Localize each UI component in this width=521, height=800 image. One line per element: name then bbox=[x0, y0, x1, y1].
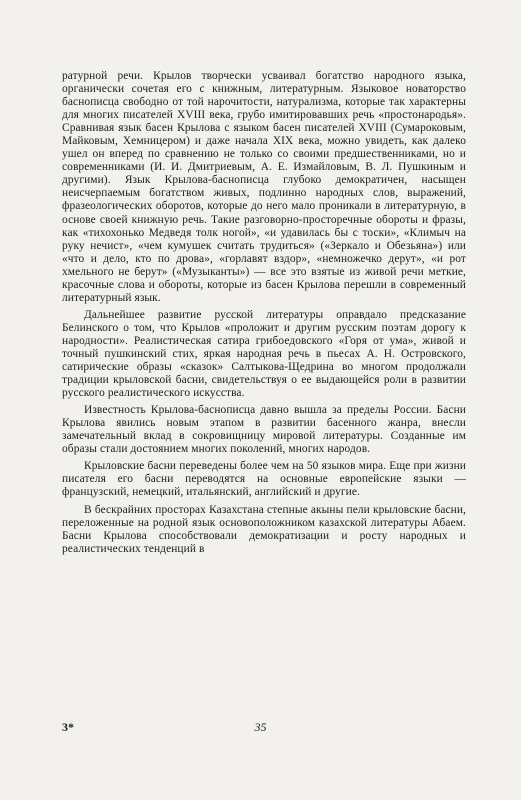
paragraph-2: Дальнейшее развитие русской литературы оправдало предсказание Белинского о том, что Крылов «проложит и другим русским поэтам дорогу к народности». Реалистическая сатира грибоедовского «Горя от ума», живой и точный пушкинский стих, яркая народная речь в пьесах А. Н. Островского, сатирические образы «сказок» Салтыкова-Щедрина во многом продолжали традиции крыловской басни, свидетельствуя о ее выдающейся роли в развитии русского реалистического искусства. bbox=[62, 308, 466, 400]
body-text bbox=[62, 70, 466, 556]
paragraph-5: В бескрайних просторах Казахстана степные акыны пели крыловские басни, переложенные на родной язык основоположником казахской литературы Абаем. Басни Крылова способствовали демократизации и росту народных и реалистических тенденций в bbox=[62, 503, 466, 555]
paragraph-4: Крыловские басни переведены более чем на 50 языков мира. Еще при жизни писателя его басни переводятся на основные европейские языки — французский, немецкий, итальянский, английский и другие. bbox=[62, 460, 466, 499]
paragraph-1: ратурной речи. Крылов творчески усваивал богатство народного языка, органически сочетая его с книжным, литературным. Языковое новаторство баснописца свободно от той нарочитости, натурализма, которые так характерны для многих писателей XVIII века, грубо имитировавших речь «простонародья». Сравнивая язык басен Крылова с языком басен писателей XVIII (Сумароковым, Майковым, Хемницером) и даже начала XIX века, можно увидеть, как далеко ушел он вперед по сравнению не только со своими предшественниками, но и современниками (И. И. Дмитриевым, А. Е. Измайловым, В. Л. Пушкиным и другими). Язык Крылова-баснописца глубоко демократичен, насыщен неисчерпаемым богатством живых, подлинно народных слов, выражений, фразеологических оборотов, которые до него мало проникали в литературную, в основе своей книжную речь. Такие разговорно-просторечные обороты и фразы, как «тихохонько Медведя толк ногой», «и удавилась бы с тоски», «Климыч на руку нечист», «чем кумушек считать трудиться» («Зеркало и Обезьяна») или «что и дело, кто по дрова», «горлавят вздор», «немножечко дерут», «и рот хмельного не берут» («Музыканты») — все это взятые из живой речи меткие, красочные слова и обороты, которые из басен Крылова перешли в современный литературный язык. bbox=[62, 70, 466, 304]
page-number: 35 bbox=[254, 720, 267, 734]
paragraph-3: Известность Крылова-баснописца давно вышла за пределы России. Басни Крылова явились новым этапом в развитии басенного жанра, внесли замечательный вклад в сокровищницу мировой литературы. Созданные им образы стали достоянием многих поколений, многих народов. bbox=[62, 404, 466, 456]
printer-signature-mark: 3* bbox=[62, 720, 74, 734]
